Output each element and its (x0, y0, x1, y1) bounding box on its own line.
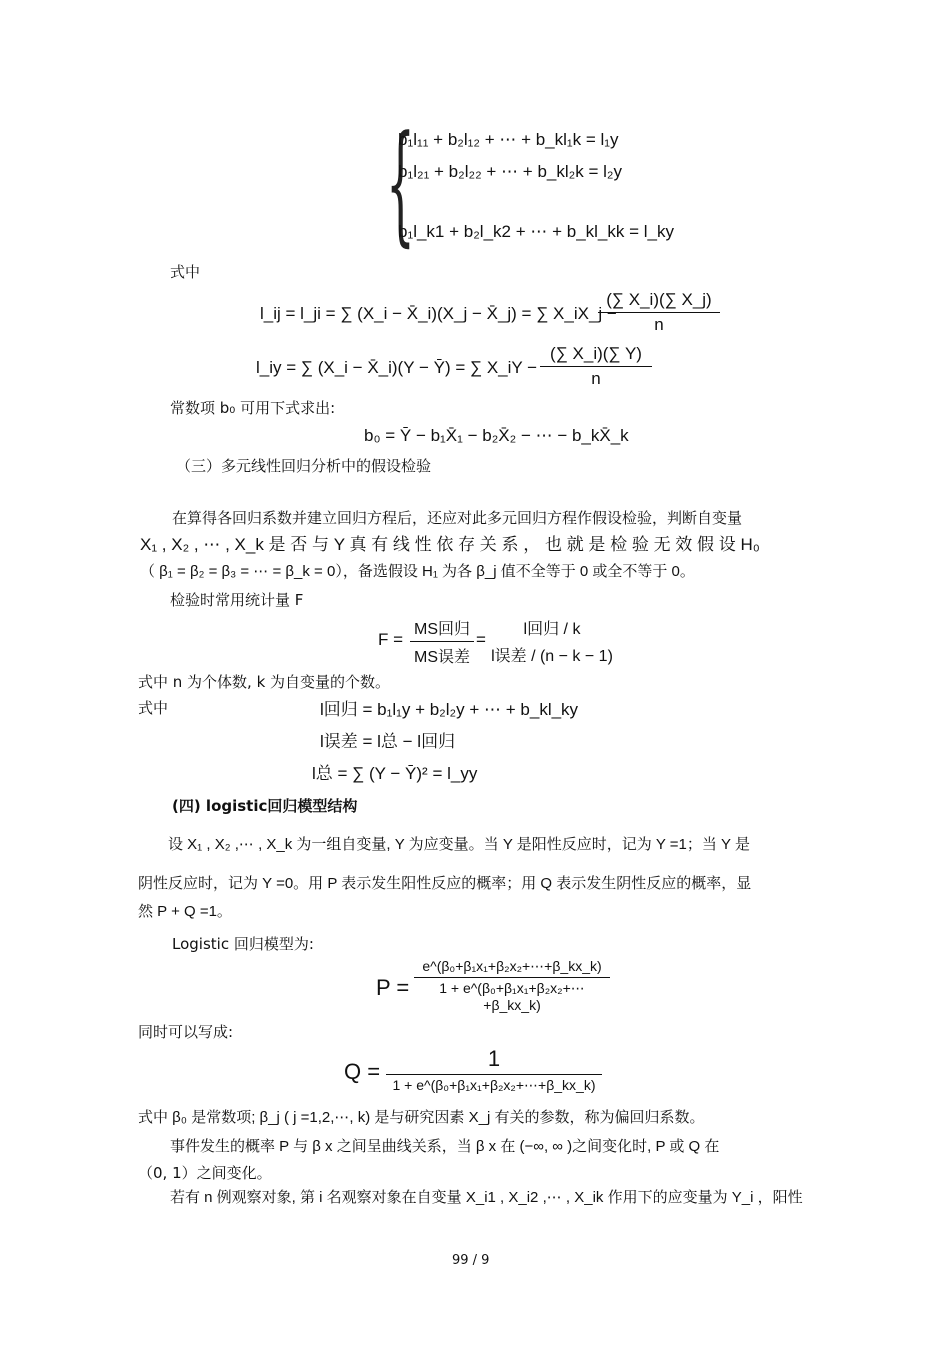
paragraph-2-line-2: 阴性反应时，记为 Y =0。用 P 表示发生阳性反应的概率；用 Q 表示发生阴性反应的概率，显 (138, 875, 752, 892)
liy-fraction (540, 344, 652, 389)
paragraph-1-line-3: （ β₁ = β₂ = β₃ = ⋯ = β_k = 0），备选假设 H₁ 为各 β_j 值不全等于 0 或全不等于 0。 (140, 563, 695, 580)
liy-numerator: (∑ X_i)(∑ Y) (540, 344, 652, 367)
F-numerator-2: l回归 / k (523, 621, 581, 638)
system-row-1: b₁l₁₁ + b₂l₁₂ + ⋯ + b_kl₁k = l₁y (398, 130, 619, 149)
F-denominator-1: MS误差 (413, 649, 470, 666)
liy-denominator: n (591, 369, 601, 388)
Q-fraction (386, 1046, 602, 1094)
F-equals: = (476, 630, 486, 649)
F-left: F = (378, 630, 404, 649)
lij-denominator: n (654, 315, 664, 334)
paragraph-1-line-2: X₁ , X₂ , ⋯ , X_k 是 否 与 Y 真 有 线 性 依 存 关 系 ， 也 就 是 检 验 无 效 假 设 H₀ (140, 535, 760, 554)
statistic-intro: 检验时常用统计量 F (170, 591, 304, 609)
system-row-k: b₁l_k1 + b₂l_k2 + ⋯ + b_kl_kk = l_ky (398, 222, 674, 241)
b0-intro: 常数项 b₀ 可用下式求出: (170, 399, 336, 417)
paragraph-1-line-1: 在算得各回归系数并建立回归方程后，还应对此多元回归方程作假设检验，判断自变量 (172, 509, 743, 527)
l-error-equation: l误差 = l总 − l回归 (320, 732, 456, 751)
Q-numerator: 1 (386, 1046, 602, 1075)
probability-line-2: （0, 1）之间变化。 (138, 1164, 272, 1182)
b0-equation: b₀ = Ȳ − b₁X̄₁ − b₂X̄₂ − ⋯ − b_kX̄_k (364, 426, 629, 445)
Q-left: Q = (344, 1059, 381, 1084)
F-denominator-2: l误差 / (n − k − 1) (491, 648, 613, 665)
lij-equation: l_ij = l_ji = ∑ (X_i − X̄_i)(X_j − X̄_j) = ∑ X_iX_j − (260, 304, 617, 323)
F-numerator-1: MS回归 (410, 616, 474, 642)
liy-equation: l_iy = ∑ (X_i − X̄_i)(Y − Ȳ) = ∑ X_iY − (256, 358, 538, 377)
P-denominator: 1 + e^(β₀+β₁x₁+β₂x₂+⋯+β_kx_k) (439, 980, 585, 1013)
Q-denominator: 1 + e^(β₀+β₁x₁+β₂x₂+⋯+β_kx_k) (392, 1077, 596, 1093)
lij-numerator: (∑ X_i)(∑ X_j) (598, 290, 720, 313)
section-heading-4: (四) logistic回归模型结构 (172, 797, 358, 815)
left-brace: { (386, 107, 415, 259)
paragraph-2-line-1: 设 X₁ , X₂ ,⋯ , X_k 为一组自变量, Y 为应变量。当 Y 是阳性反应时，记为 Y =1；当 Y 是 (168, 836, 750, 853)
F-fraction-2 (488, 616, 616, 666)
lij-fraction (598, 290, 720, 335)
l-regression-equation: l回归 = b₁l₁y + b₂l₂y + ⋯ + b_kl_ky (320, 700, 579, 719)
logistic-intro: Logistic 回归模型为: (172, 935, 314, 953)
beta-description: 式中 β₀ 是常数项; β_j ( j =1,2,⋯, k) 是与研究因素 X_j 有关的参数，称为偏回归系数。 (138, 1109, 705, 1126)
page-number: 99 / 9 (452, 1253, 490, 1268)
shizhong-label-2: 式中 (138, 699, 169, 717)
also-write: 同时可以写成: (138, 1023, 234, 1041)
observation-line: 若有 n 例观察对象, 第 i 名观察对象在自变量 X_i1 , X_i2 ,⋯ , X_ik 作用下的应变量为 Y_i ，阳性 (170, 1189, 803, 1206)
section-heading-3: （三）多元线性回归分析中的假设检验 (176, 457, 432, 475)
probability-line-1: 事件发生的概率 P 与 β x 之间呈曲线关系，当 β x 在 (−∞, ∞ )之间变化时, P 或 Q 在 (170, 1138, 720, 1155)
system-row-2: b₁l₂₁ + b₂l₂₂ + ⋯ + b_kl₂k = l₂y (398, 162, 622, 181)
P-numerator: e^(β₀+β₁x₁+β₂x₂+⋯+β_kx_k) (414, 958, 610, 978)
paragraph-2-line-3: 然 P + Q =1。 (138, 903, 232, 920)
F-fraction-1 (410, 616, 474, 667)
P-fraction (414, 958, 610, 1013)
n-k-description: 式中 n 为个体数, k 为自变量的个数。 (138, 673, 391, 691)
l-total-equation: l总 = ∑ (Y − Ȳ)² = l_yy (312, 764, 478, 783)
shizhong-label-1: 式中 (170, 263, 201, 281)
P-left: P = (376, 975, 410, 1000)
